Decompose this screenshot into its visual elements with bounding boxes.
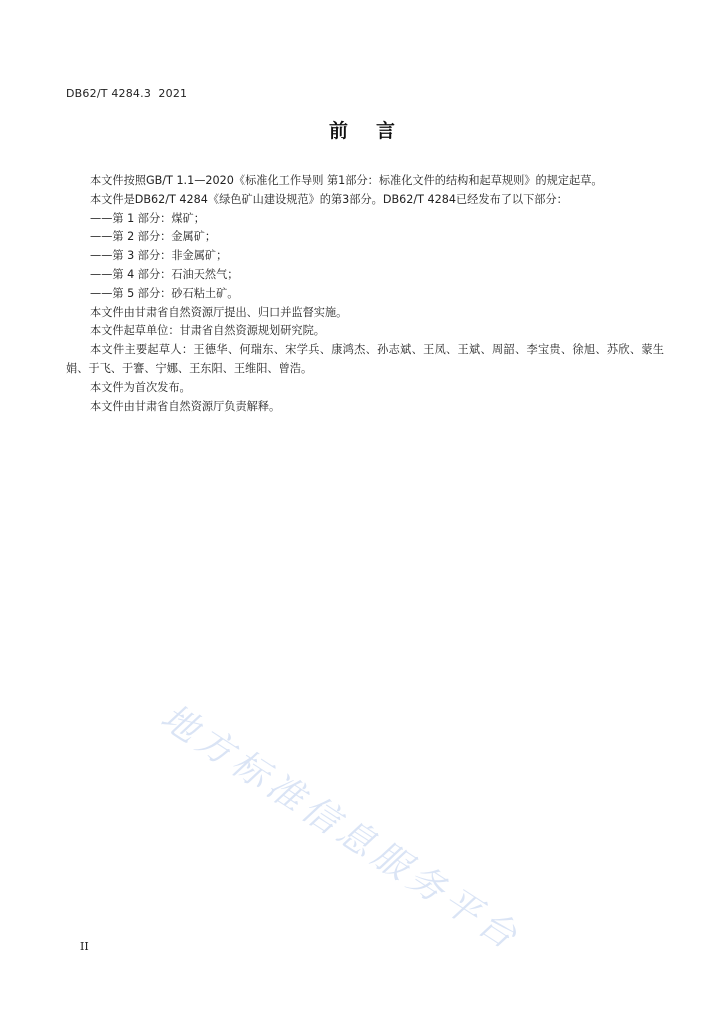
watermark: 地方标准信息服务平台 <box>153 696 528 960</box>
list-item: ——第 1 部分：煤矿； <box>90 211 205 225</box>
paragraph-drafting-unit: 本文件起草单位：甘肃省自然资源规划研究院。 <box>90 324 325 338</box>
paragraph-drafting-rules: 本文件按照GB/T 1.1—2020《标准化工作导则 第1部分：标准化文件的结构和起草规则》的规定起草。 <box>90 174 603 187</box>
paragraph-series-info: 本文件是DB62/T 4284《绿色矿山建设规范》的第3部分。DB62/T 4284已经发布了以下部分： <box>90 192 568 206</box>
page-number: II <box>80 940 89 953</box>
list-item: ——第 4 部分：石油天然气； <box>90 267 239 281</box>
foreword-body <box>66 172 664 416</box>
list-item: ——第 5 部分：砂石粘土矿。 <box>90 286 239 300</box>
list-item: ——第 2 部分：金属矿； <box>90 230 217 244</box>
paragraph-proposer: 本文件由甘肃省自然资源厅提出、归口并监督实施。 <box>90 305 348 319</box>
page-title <box>0 116 724 143</box>
document-code: DB62/T 4284.3 2021 <box>66 87 188 100</box>
paragraph-first-release: 本文件为首次发布。 <box>90 380 191 394</box>
paragraph-drafters: 本文件主要起草人：王德华、何瑞东、宋学兵、康鸿杰、孙志斌、王凤、王斌、周韶、李宝贵、徐旭、苏欣、蒙生娟、于飞、于謇、宁娜、王东阳、王维阳、曾浩。 <box>66 343 664 375</box>
paragraph-interpretation: 本文件由甘肃省自然资源厅负责解释。 <box>90 399 281 413</box>
list-item: ——第 3 部分：非金属矿； <box>90 249 228 263</box>
page-title-char-2: 言 <box>376 120 396 142</box>
page-title-char-1: 前 <box>328 120 348 142</box>
